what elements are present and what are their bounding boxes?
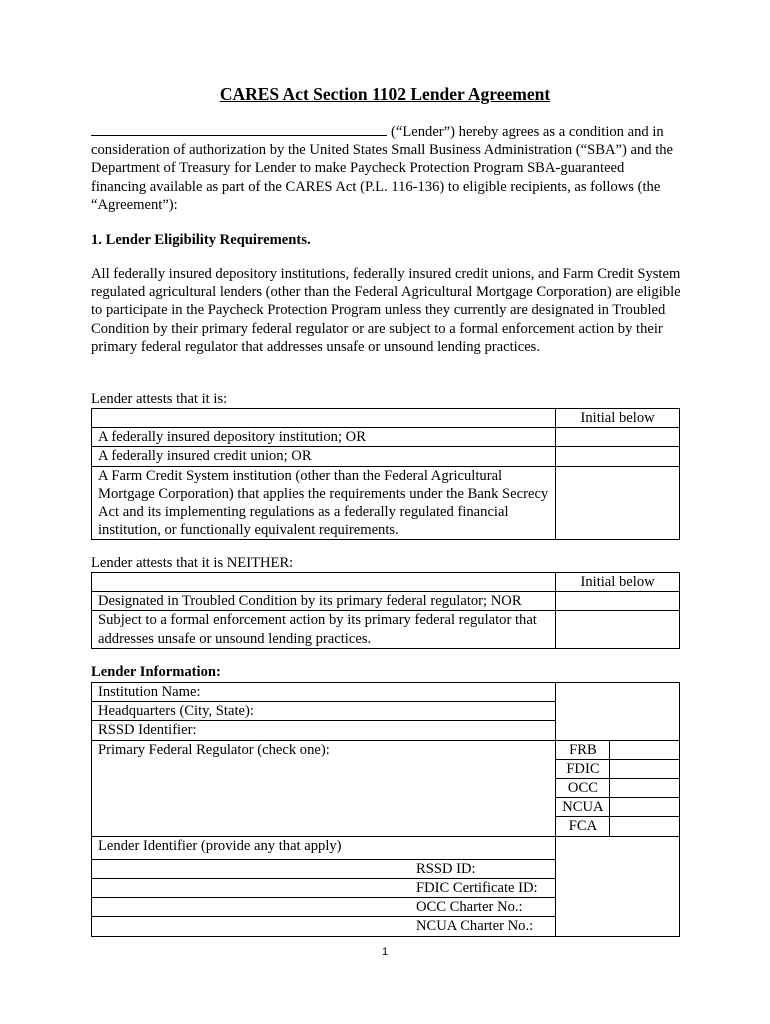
attest1-initial-depository[interactable] (556, 428, 680, 447)
regulator-frb-label: FRB (556, 740, 610, 759)
attest2-table (91, 572, 680, 649)
attest1-initial-farm-credit[interactable] (556, 466, 680, 540)
section1-body: All federally insured depository institutions, federally insured credit unions, and Farm Credit System regulated agricultural lenders (other than the Federal Agricultural Mortgage Corporation) are eligible to participate in the Paycheck Protection Program unless they currently are designated in Troubled Condition by their primary federal regulator or are subject to a formal enforcement action by their primary federal regulator that addresses unsafe or unsound lending practices. (91, 266, 681, 355)
attest1-initial-header: Initial below (556, 409, 680, 428)
regulator-fdic-label: FDIC (556, 759, 610, 778)
regulator-occ-label: OCC (556, 779, 610, 798)
regulator-ncua-checkbox[interactable] (610, 798, 680, 817)
identifier-fdic-cert[interactable]: FDIC Certificate ID: (92, 879, 556, 898)
section1-heading: 1. Lender Eligibility Requirements. (91, 232, 311, 248)
attest1-label: Lender attests that it is: (91, 391, 228, 407)
attest2-initial-header: Initial below (556, 573, 680, 592)
regulator-label: Primary Federal Regulator (check one): (92, 740, 556, 836)
attest1-table (91, 408, 680, 540)
identifier-rssd-id[interactable]: RSSD ID: (92, 859, 556, 878)
institution-name-label[interactable]: Institution Name: (92, 683, 556, 702)
intro-paragraph (91, 122, 683, 214)
attest1-row-depository: A federally insured depository institution; OR (92, 428, 556, 447)
identifier-side-blank (556, 836, 680, 936)
identifier-label: Lender Identifier (provide any that apply) (92, 836, 556, 859)
rssd-identifier-label[interactable]: RSSD Identifier: (92, 721, 556, 740)
attest2-header-blank (92, 573, 556, 592)
headquarters-label[interactable]: Headquarters (City, State): (92, 702, 556, 721)
lender-name-blank[interactable] (91, 122, 387, 136)
attest1-initial-credit-union[interactable] (556, 447, 680, 466)
intro-rest: consideration of authorization by the United States Small Business Administration (“SBA”) and the Department of Treasury for Lender to make Paycheck Protection Program SBA-guaranteed financing available as part of the CARES Act (P.L. 116-136) to eligible recipients, as follows (the “Agreement”): (91, 142, 674, 213)
attest2-initial-troubled[interactable] (556, 592, 680, 611)
regulator-fca-label: FCA (556, 817, 610, 836)
document-title: CARES Act Section 1102 Lender Agreement (219, 84, 551, 104)
lender-info-heading: Lender Information: (91, 664, 221, 680)
attest2-row-troubled: Designated in Troubled Condition by its primary federal regulator; NOR (92, 592, 556, 611)
regulator-fdic-checkbox[interactable] (610, 759, 680, 778)
attest2-initial-enforcement[interactable] (556, 611, 680, 648)
identifier-occ-charter[interactable]: OCC Charter No.: (92, 898, 556, 917)
regulator-ncua-label: NCUA (556, 798, 610, 817)
regulator-occ-checkbox[interactable] (610, 779, 680, 798)
lender-info-table (91, 682, 680, 937)
attest1-header-blank (92, 409, 556, 428)
attest2-label: Lender attests that it is NEITHER: (91, 555, 294, 571)
intro-line1: (“Lender”) hereby agrees as a condition and in (391, 124, 664, 140)
regulator-fca-checkbox[interactable] (610, 817, 680, 836)
identifier-ncua-charter[interactable]: NCUA Charter No.: (92, 917, 556, 936)
lender-info-side-blank (556, 683, 680, 741)
attest1-row-farm-credit: A Farm Credit System institution (other than the Federal Agricultural Mortgage Corporation) that applies the requirements under the Bank Secrecy Act and its implementing regulations as a federally regulated financial institution, or functionally equivalent requirements. (92, 466, 556, 540)
attest2-row-enforcement: Subject to a formal enforcement action by its primary federal regulator that addresses unsafe or unsound lending practices. (92, 611, 556, 648)
page-number: 1 (381, 946, 389, 958)
regulator-frb-checkbox[interactable] (610, 740, 680, 759)
attest1-row-credit-union: A federally insured credit union; OR (92, 447, 556, 466)
